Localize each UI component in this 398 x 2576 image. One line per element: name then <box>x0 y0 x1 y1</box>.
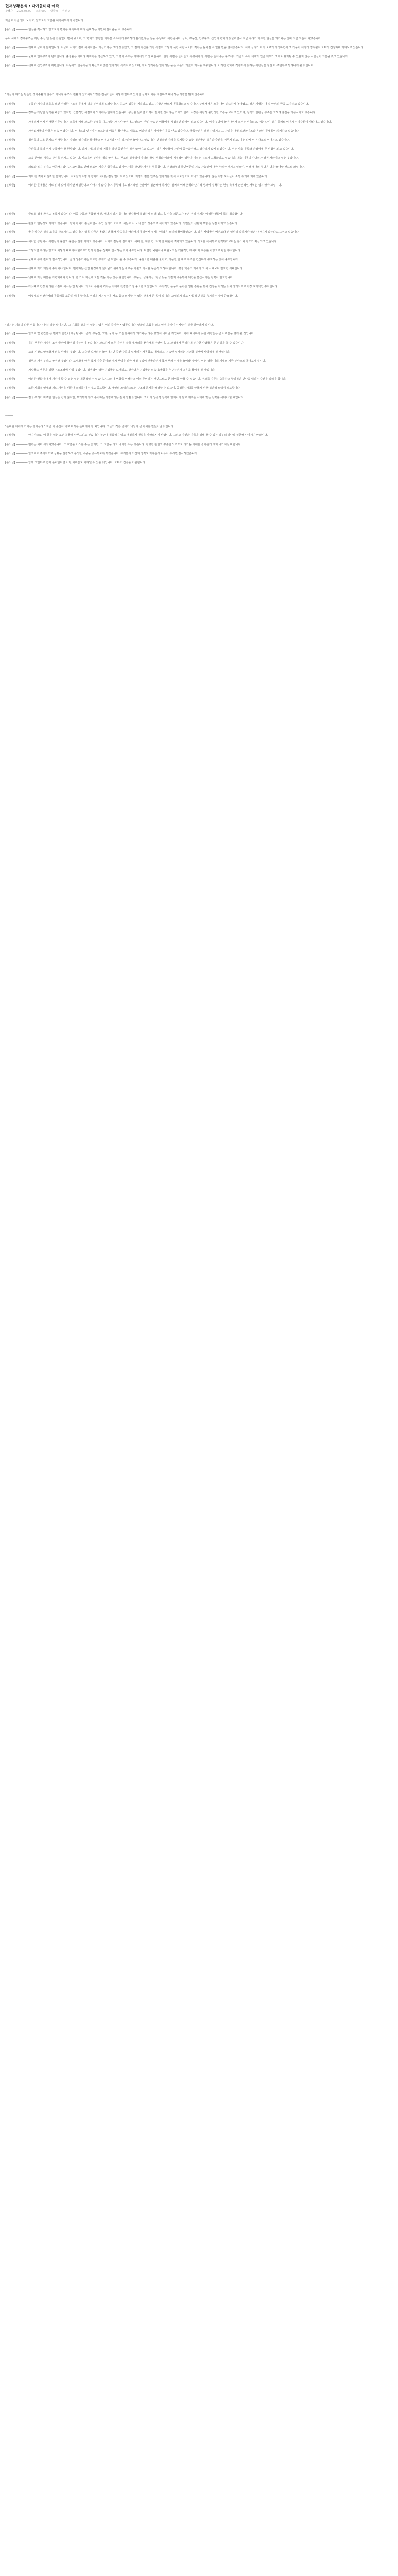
body-paragraph: [분석글] ─────── 다섯째로 건강 관리를 소홀히 해서는 안 됩니다. 의료비 부담이 커지는 시대에 건강은 가장 중요한 자산입니다. 규칙적인 운동과 올바른 생활 습관을 통해 건강을 지키는 것이 장기적으로 가장 효과적인 투자입니다. <box>5 285 279 289</box>
body-paragraph: [분석글] ─────── 특히 부동산 시장은 조정 국면에 들어설 가능성이 높습니다. 과도하게 오른 가격은 결국 제자리를 찾아가게 마련이며, 그 과정에서 무리하게 투자한 사람들은 큰 손실을 볼 수 있습니다. <box>5 342 245 345</box>
body-paragraph: [분석글] ─────── 자영업자들의 상황은 더욱 어렵습니다. 임대료와 인건비는 오르는데 매출은 줄어들고, 대출로 버티던 많은 가게들이 문을 닫고 있습니다. 골목상권은 점점 사라지고 그 자리를 대형 프랜차이즈와 온라인 플랫폼이 차지하고 있습니다. <box>5 129 300 133</box>
body-paragraph: [분석글] ─────── 환율의 변동성도 커지고 있습니다. 원화 가치가 흔들리면서 수입 물가가 오르고, 이는 다시 국내 물가 상승으로 이어지고 있습니다. 서민들의 생활비 부담은 점점 커지고 있습니다. <box>5 222 238 225</box>
article-section <box>5 82 393 200</box>
body-paragraph: [분석글] ─────── 둘째로 부채 관리가 필수적입니다. 금리 상승기에는 과도한 부채가 큰 위험이 될 수 있습니다. 불필요한 대출을 줄이고, 가능한 한 재무 구조를 건전하게 유지하는 것이 중요합니다. <box>5 258 239 262</box>
view-count: 조회 000 <box>36 10 46 13</box>
body-paragraph: [분석글] ─────── 기업들도 생존을 위한 구조조정에 나설 것입니다. 경쟁력이 약한 기업들은 도태되고, 살아남은 기업들은 더욱 효율화를 추구하면서 고용을 줄이게 될 것입니다. <box>5 368 216 372</box>
body-paragraph: [분석글] ─────── 정부는 다양한 정책을 내놓고 있지만, 근본적인 해결책이 되기에는 한계가 있습니다. 공급을 늘리면 가격이 떨어질 것이라는 기대와 달리, 시장은 여전히 불안정한 모습을 보이고 있으며, 정책의 일관성 부족은 오히려 혼란을 가중시키고 있습니다. <box>5 111 316 115</box>
section-divider: -------- <box>5 313 13 316</box>
article-body <box>5 16 393 477</box>
article-meta <box>5 9 393 14</box>
body-paragraph: [분석글] ─────── 셋째로 자기 계발에 투자해야 합니다. 변화하는 산업 환경에서 살아남기 위해서는 새로운 기술과 지식을 꾸준히 익혀야 합니다. 평생 학습의 자세가 그 어느 때보다 필요한 시대입니다. <box>5 267 244 270</box>
article-header <box>5 0 393 16</box>
body-paragraph: [분석글] ─────── 셋째로 산업구조의 재편입니다. 자동화와 인공지능의 확산으로 많은 일자리가 사라지고 있으며, 새로 생겨나는 일자리는 높은 수준의 기술과 지식을 요구합니다. 이러한 변화에 적응하지 못하는 사람들은 점점 더 주변부로 밀려나게 될 것입니다. <box>5 64 315 67</box>
section-divider: -------- <box>5 414 13 418</box>
body-paragraph: [분석글] ─────── 이러한 변화 속에서 개인이 할 수 있는 일은 제한적일 수 있습니다. 그러나 변화를 이해하고 미리 준비하는 것만으로도 큰 차이를 만들 수 있습니다. 정보를 꾸준히 습득하고 합리적인 판단을 내리는 습관을 길러야 합니다. <box>5 378 286 381</box>
body-paragraph: [분석글] ─────── 여섯째로 인간관계와 공동체를 소중히 해야 합니다. 어려운 시기일수록 서로 돕고 의지할 수 있는 관계가 큰 힘이 됩니다. 고립되지 않고 사회적 연결을 유지하는 것이 중요합니다. <box>5 294 238 298</box>
post-date: 2023.08.00 <box>16 10 32 13</box>
body-paragraph: [분석글] ─────── 정부의 재정 부담도 늘어날 것입니다. 고령화에 따른 복지 지출 증가와 경기 부양을 위한 재정 투입이 맞물리면서 국가 부채는 계속 늘어날 것이며, 이는 결국 미래 세대의 세금 부담으로 돌아오게 됩니다. <box>5 360 266 363</box>
body-paragraph: [분석글] ─────── 중산층의 붕괴 역시 주목해야 할 현상입니다. 과거 사회의 허리 역할을 하던 중산층이 점점 얇아지고 있으며, 많은 사람들이 자신이 중산층이라고 생각하지 않게 되었습니다. 이는 사회 통합과 안정성에 큰 위협이 되고 있습니다. <box>5 147 295 151</box>
body-paragraph: [분석글] ─────── 이러한 상황에서 사람들의 불안과 불만은 점점 커지고 있습니다. 사회적 갈등이 심화되고, 세대 간, 계층 간, 지역 간 대립이 격화되고 있습니다. 서로를 이해하고 협력하기보다는 분노와 혐오가 확산되고 있습니다. <box>5 240 278 244</box>
body-paragraph: [분석글] ─────── 지역 간 격차도 심각한 문제입니다. 수도권과 지방의 경제력 차이는 점점 벌어지고 있으며, 지방의 젊은 인구는 일자리를 찾아 수도권으로 떠나고 있습니다. 많은 지방 도시들이 소멸 위기에 처해 있습니다. <box>5 175 268 178</box>
body-paragraph: 우리 시대의 경제구조는 지난 수십 년 동안 끊임없이 변해 왔으며, 그 변화의 방향은 대부분 소수에게 유리하게 흘러왔다는 점을 부정하기 어렵습니다. 금리, 부동산, 인구구조, 산업의 변화가 맞물리면서 지금 우리가 마주한 현실은 과거와는 전혀 다른 모습이 되었습니다. <box>5 37 322 41</box>
body-paragraph: [분석글] ─────── 넷째로 자산 배분을 다변화해야 합니다. 한 가지 자산에 모든 것을 거는 것은 위험합니다. 부동산, 금융자산, 현금 등을 적절히 배분하여 위험을 분산시키는 전략이 필요합니다. <box>5 276 234 280</box>
body-paragraph: [분석글] ─────── 이러한 문제들은 서로 얽혀 있어 하나만 해결한다고 나아지지 않습니다. 종합적이고 장기적인 관점에서 접근해야 하지만, 정치적 이해관계와 단기적 성과에 집착하는 현실 속에서 근본적인 개혁은 쉽지 않아 보입니다. <box>5 184 282 188</box>
reply-count[interactable]: 댓글 0 <box>50 10 58 13</box>
recommend-count: 추천 0 <box>62 10 70 13</box>
body-paragraph: "준비된 자에게 기회는 찾아온다." 지금 이 순간이 바로 미래를 준비해야 할 때입니다. 오늘의 작은 준비가 내일의 큰 차이를 만들어낼 것입니다. <box>5 425 175 428</box>
section-divider: -------- <box>5 82 13 86</box>
section-divider: -------- <box>5 202 13 206</box>
body-paragraph: [분석글] ─────── 마지막으로, 이 글을 읽는 모든 분들께 당부드리고 싶습니다. 불안에 휩쓸리지 말고 냉정하게 현실을 바라보시기 바랍니다. 그리고 자신과 가족을 위해 할 수 있는 일부터 하나씩 실천해 나가시기 바랍니다. <box>5 434 268 437</box>
body-paragraph: [분석글] ─────── 글로벌 경제 환경도 녹록지 않습니다. 미중 갈등과 공급망 재편, 에너지 위기 등 대외 변수들이 복잡하게 얽혀 있으며, 수출 의존도가 높은 우리 경제는 이러한 변화에 특히 취약합니다. <box>5 213 244 216</box>
body-paragraph: [분석글] ─────── 앞으로도 주기적으로 상황을 점검하고 분석한 내용을 공유하도록 하겠습니다. 여러분의 의견과 생각도 자유롭게 나누어 주시면 감사하겠습니다. <box>5 452 198 455</box>
article-section <box>5 312 393 412</box>
body-paragraph: [분석글] ─────── 가계부채 역시 심각한 수준입니다. 소득에 비해 과도한 부채를 지고 있는 가구가 늘어나고 있으며, 금리 상승은 이들에게 직접적인 타격이 되고 있습니다. 이자 부담이 늘어나면서 소비는 위축되고, 이는 다시 경기 침체로 이어지는 악순환이 나타나고 있습니다. <box>5 120 332 124</box>
body-paragraph: "위기는 기회의 다른 이름이다." 흔히 하는 말이지만, 그 기회를 잡을 수 있는 사람은 미리 준비한 사람뿐입니다. 변화의 흐름을 읽고 먼저 움직이는 사람이 결국 살아남게 됩니다. <box>5 323 214 327</box>
body-paragraph: [분석글] ─────── 의료와 복지 분야도 마찬가지입니다. 고령화로 인해 의료비 지출은 급증하고 있지만, 이를 감당할 재정은 부족합니다. 건강보험과 국민연금의 지속 가능성에 대한 우려가 커지고 있으며, 미래 세대의 부담은 더욱 늘어날 것으로 보입니다. <box>5 165 305 169</box>
body-paragraph: "지금의 위기는 단순한 경기순환의 일부가 아니라 구조적 전환의 신호이다." 많은 전문가들이 이렇게 말하고 있지만 실제로 이를 체감하고 대비하는 사람은 많지 않습니다. <box>5 93 206 97</box>
body-paragraph: [분석글] ─────── 둘째로 인구구조의 변화입니다. 출생률은 해마다 최저치를 경신하고 있고, 고령화 속도는 세계에서 가장 빠릅니다. 일할 사람은 줄어들고 부양해야 할 사람은 늘어나는 구조에서 기존의 복지 체계와 연금 제도가 그대로 유지될 수 있을지 많은 사람들이 의문을 갖고 있습니다. <box>5 55 349 59</box>
body-paragraph: [분석글] ─────── 변화는 이미 시작되었습니다. 그 흐름을 거스를 수는 없지만, 그 흐름을 타고 나아갈 수는 있습니다. 현명한 판단과 꾸준한 노력으로 다가올 미래를 슬기롭게 헤쳐 나가시길 바랍니다. <box>5 443 242 446</box>
article-section <box>5 202 393 311</box>
body-paragraph: [분석글] ─────── 교육 분야의 격차도 갈수록 커지고 있습니다. 사교육비 부담은 계속 늘어나고, 부모의 경제력이 자녀의 학업 성취와 미래에 직접적인 영향을 미치는 구조가 고착화되고 있습니다. 계층 이동의 사다리가 점점 사라지고 있는 것입니다. <box>5 157 299 160</box>
body-paragraph: [분석글] ─────── 결국 우리가 마주한 현실은 쉽지 않지만, 포기하지 않고 준비하는 사람에게는 길이 열릴 것입니다. 과거의 성공 방정식에 얽매이지 말고 새로운 시대에 맞는 전략을 세워야 할 때입니다. <box>5 396 245 399</box>
body-paragraph: [분석글] ─────── 그렇다면 우리는 앞으로 어떻게 대비해야 할까요? 먼저 현실을 정확히 인식하는 것이 중요합니다. 막연한 낙관이나 비관보다는 객관적인 데이터와 흐름을 바탕으로 판단해야 합니다. <box>5 249 241 252</box>
article-section <box>5 414 393 477</box>
body-paragraph: [분석글] ─────── 청년층의 고용 문제도 심각합니다. 양질의 일자리는 줄어들고 비정규직과 단기 일자리만 늘어나고 있습니다. 안정적인 미래를 설계할 수 없는 청년들은 결혼과 출산을 미루게 되고, 이는 다시 인구 감소로 이어지고 있습니다. <box>5 139 290 142</box>
body-paragraph: [분석글] ─────── 함께 고민하고 함께 준비한다면 어떤 어려움도 이겨낼 수 있을 것입니다. 모두의 건승을 기원합니다. <box>5 461 146 465</box>
author-name[interactable]: 작성자 <box>5 10 13 13</box>
body-paragraph: [분석글] ─────── 물가 상승은 실질 소득을 감소시키고 있습니다. 명목 임금은 올랐지만 물가 상승률을 따라가지 못하면서 실제 구매력은 오히려 줄어들었습니다. 많은 사람들이 예전보다 더 열심히 일하지만 삶은 나아지지 않는다고 느끼고 있습니다. <box>5 231 300 234</box>
body-paragraph: [분석글] ─────── 첫째로 금리의 문제입니다. 저금리 시대가 길게 이어지면서 자산가격은 크게 상승했고, 그 결과 자산을 가진 사람과 그렇지 못한 사람 사이의 격차는 돌이킬 수 없을 만큼 벌어졌습니다. 이제 금리가 다시 오르기 시작하면서 그 거품이 어떻게 정리될지 모두가 긴장하며 지켜보고 있습니다. <box>5 46 365 49</box>
intro-paragraph: 지금 다시금 읽어 보시고, 앞으로의 흐름을 예측해보시기 바랍니다. <box>5 19 84 22</box>
body-paragraph: [분석글] ─────── 고용 시장도 양극화가 더욱 심해질 것입니다. 고숙련 일자리는 늘어나지만 중간 수준의 일자리는 자동화로 대체되고, 저숙련 일자리는 저임금 경쟁에 시달리게 될 것입니다. <box>5 350 230 354</box>
article-title: 현재상황분석 : 다가올미래 예측 <box>5 4 60 8</box>
body-paragraph: [분석글] ─────── 앞으로 몇 년간은 큰 변화와 혼란이 예상됩니다. 금리, 부동산, 고용, 물가 등 모든 분야에서 과거와는 다른 양상이 나타날 것입니다. 이에 대비하지 못한 사람들은 큰 어려움을 겪게 될 것입니다. <box>5 332 255 336</box>
intro-paragraph: [분석글] ─────── 현실을 직시하고 앞으로의 변화를 예측하며 미리 준비하는 자만이 살아남을 수 있습니다. <box>5 28 133 31</box>
body-paragraph: [분석글] ─────── 부동산 시장의 흐름을 보면 이러한 구조적 문제가 더욱 분명하게 드러납니다. 수도권 집중은 계속되고 있고, 지방은 빠르게 공동화되고 있습니다. 주택가격은 소득 대비 과도하게 높아졌고, 젊은 세대는 내 집 마련의 꿈을 포기하고 있습니다. <box>5 102 309 106</box>
article-section <box>5 37 393 80</box>
body-paragraph: [분석글] ─────── 또한 사회적 연대와 제도 개선을 위한 목소리를 내는 것도 중요합니다. 개인의 노력만으로는 구조적 문제를 해결할 수 없으며, 공정한 사회를 만들기 위한 집단적 노력이 필요합니다. <box>5 386 241 390</box>
article-sections <box>5 37 393 477</box>
